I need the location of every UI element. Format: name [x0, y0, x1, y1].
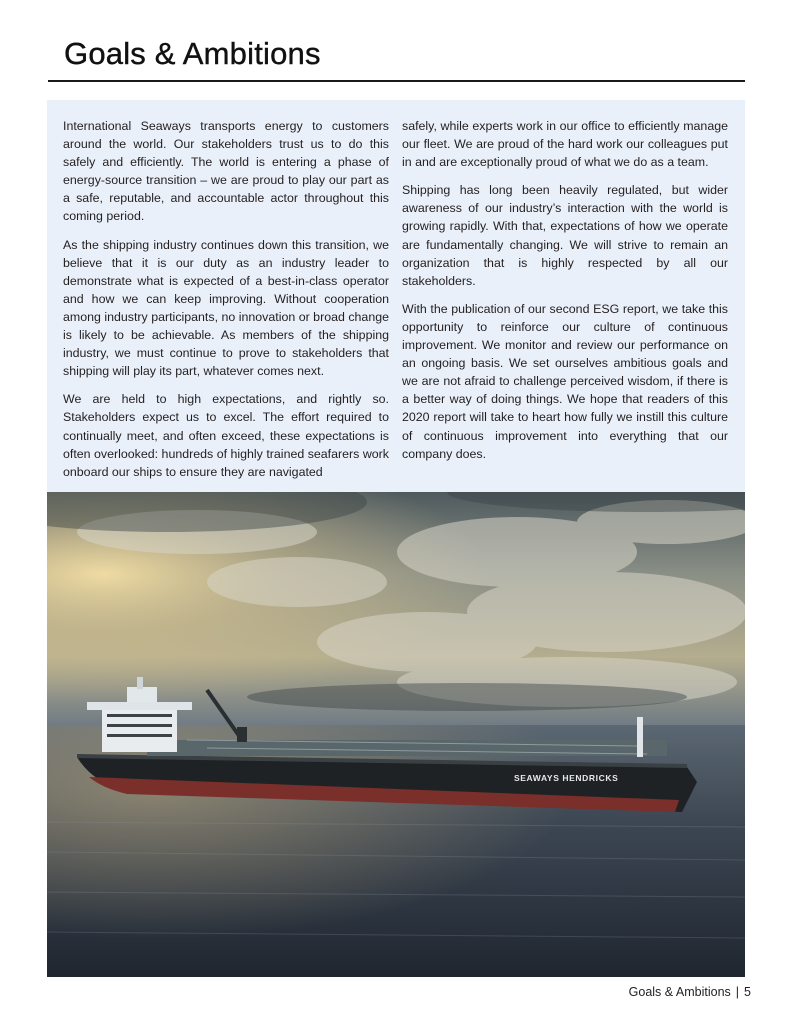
- title-rule: [48, 80, 745, 82]
- paragraph: safely, while experts work in our office to efficiently manage our fleet. We are proud of the hard work our colleagues put in and are exceptionally proud of what we do as a team.: [402, 119, 728, 170]
- paragraph: We are held to high expectations, and rightly so. Stakeholders expect us to excel. The effort required to continually meet, and often exceed, these expectations is often overlooked: hundreds of highly trained seafarers work onboard our ships to ensure they are navigated: [63, 392, 389, 479]
- tanker-photo: [47, 492, 745, 977]
- page-footer: [629, 985, 751, 999]
- page-title: Goals & Ambitions: [64, 36, 321, 71]
- paragraph: As the shipping industry continues down this transition, we believe that it is our duty as an industry leader to demonstrate what is expected of a best-in-class operator and how we can keep improving. Without cooperation among industry participants, no innovation or broad change is likely to be achievable. As members of the shipping industry, we must continue to prove to stakeholders that shipping will play its part, whatever comes next.: [63, 237, 389, 379]
- paragraph: International Seaways transports energy to customers around the world. Our stakeholders trust us to do this safely and efficiently. The world is entering a phase of energy-source transition – we are proud to play our part as a safe, reputable, and accountable actor throughout this coming period.: [63, 119, 389, 224]
- page-number: 5: [744, 985, 751, 999]
- left-column: [63, 117, 389, 491]
- footer-separator: |: [735, 985, 740, 999]
- paragraph: Shipping has long been heavily regulated, but wider awareness of our industry’s interaction with the world is growing rapidly. With that, expectations of how we operate are fundamentally changing. We will strive to remain an organization that is highly respected by all our stakeholders.: [402, 183, 728, 288]
- footer-section: Goals & Ambitions: [628, 985, 731, 999]
- right-column: [402, 117, 728, 473]
- ship-name-label: SEAWAYS HENDRICKS: [514, 773, 619, 783]
- paragraph: With the publication of our second ESG report, we take this opportunity to reinforce our culture of continuous improvement. We monitor and review our performance on an ongoing basis. We set ourselves ambitious goals and we are not afraid to challenge perceived wisdom, if there is a better way of doing things. We hope that readers of this 2020 report will take to heart how fully we instill this culture of continuous improvement into everything that our company does.: [402, 301, 728, 461]
